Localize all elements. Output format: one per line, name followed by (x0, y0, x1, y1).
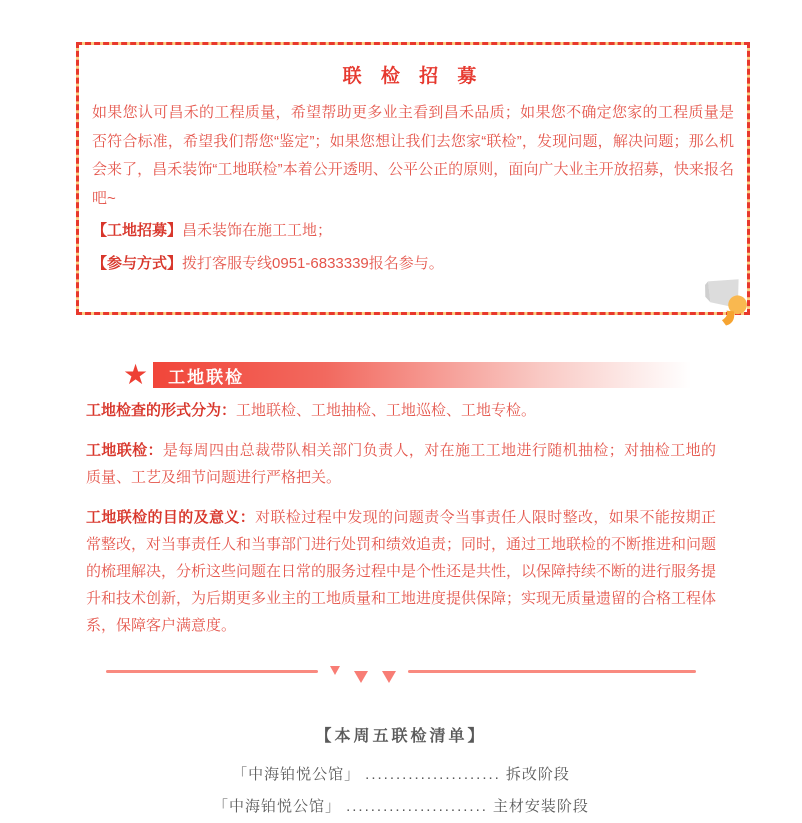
project-stage: 拆改阶段 (505, 766, 570, 783)
divider-line-right (408, 670, 696, 673)
recruitment-intro: 如果您认可昌禾的工程质量，希望帮助更多业主看到昌禾品质；如果您不确定您家的工程质量是否符合标准，希望我们帮您“鉴定”；如果您想让我们去您家“联检”，发现问题，解决问题；那么机会来了，昌禾装饰“工地联检”本着公开透明、公平公正的原则，面向广大业主开放招募，快来报名吧~ (92, 104, 734, 207)
paragraph-purpose (86, 504, 716, 639)
paragraph-inspection-types (86, 397, 716, 424)
friday-inspection-checklist (0, 723, 802, 823)
recruitment-notice-box (76, 42, 750, 315)
triangle-down-icon (354, 671, 368, 683)
section-header (123, 359, 802, 390)
list-item (0, 759, 802, 791)
recruitment-join-label: 【参与方式】 (92, 254, 183, 272)
paragraph-text: 对联检过程中发现的问题责令当事责任人限时整改，如果不能按期正常整改，对当事责任人和当事部门进行处罚和绩效追责；同时，通过工地联检的不断推进和问题的梳理解决，分析这些问题在日常的服务过程中是个性还是共性，以保障持续不断的进行服务提升和技术创新，为后期更多业主的工地质量和工地进度提供保障；实现无质量遗留的合格工程体系，保障客户满意度。 (86, 509, 717, 634)
project-name: 「中海铂悦公馆」 (213, 798, 342, 815)
recruitment-site-line (92, 217, 734, 246)
section-header-bar (153, 362, 691, 388)
paragraph-lead: 工地联检的目的及意义： (86, 509, 256, 526)
triangle-down-icon (382, 671, 396, 683)
divider-line-left (106, 670, 318, 673)
recruitment-site-text: 昌禾装饰在施工工地； (182, 222, 333, 239)
recruitment-join-line (92, 250, 734, 279)
paragraph-text: 工地联检、工地抽检、工地巡检、工地专检。 (236, 402, 537, 419)
dot-leader: ...................... (365, 766, 501, 783)
triangle-down-icon (330, 666, 340, 675)
paragraph-lead: 工地联检： (86, 442, 163, 459)
section-header-label: 工地联检 (168, 367, 245, 387)
project-name: 「中海铂悦公馆」 (232, 766, 361, 783)
list-item (0, 791, 802, 823)
recruitment-site-label: 【工地招募】 (92, 222, 183, 239)
checklist-title: 【本周五联检清单】 (315, 728, 487, 745)
project-stage: 主材安装阶段 (492, 798, 589, 815)
section-body (86, 397, 716, 639)
recruitment-title: 联 检 招 募 (342, 66, 484, 87)
paragraph-lead: 工地检查的形式分为： (86, 402, 237, 419)
recruitment-join-text: 拨打客服专线0951-6833339报名参与。 (182, 254, 444, 272)
paragraph-joint-inspection (86, 437, 716, 491)
megaphone-icon (701, 274, 753, 326)
star-icon: ★ (123, 359, 149, 390)
paragraph-text: 是每周四由总裁带队相关部门负责人，对在施工工地进行随机抽检；对抽检工地的质量、工艺及细节问题进行严格把关。 (86, 442, 716, 486)
decorative-divider (106, 665, 696, 687)
dot-leader: ....................... (346, 798, 488, 815)
